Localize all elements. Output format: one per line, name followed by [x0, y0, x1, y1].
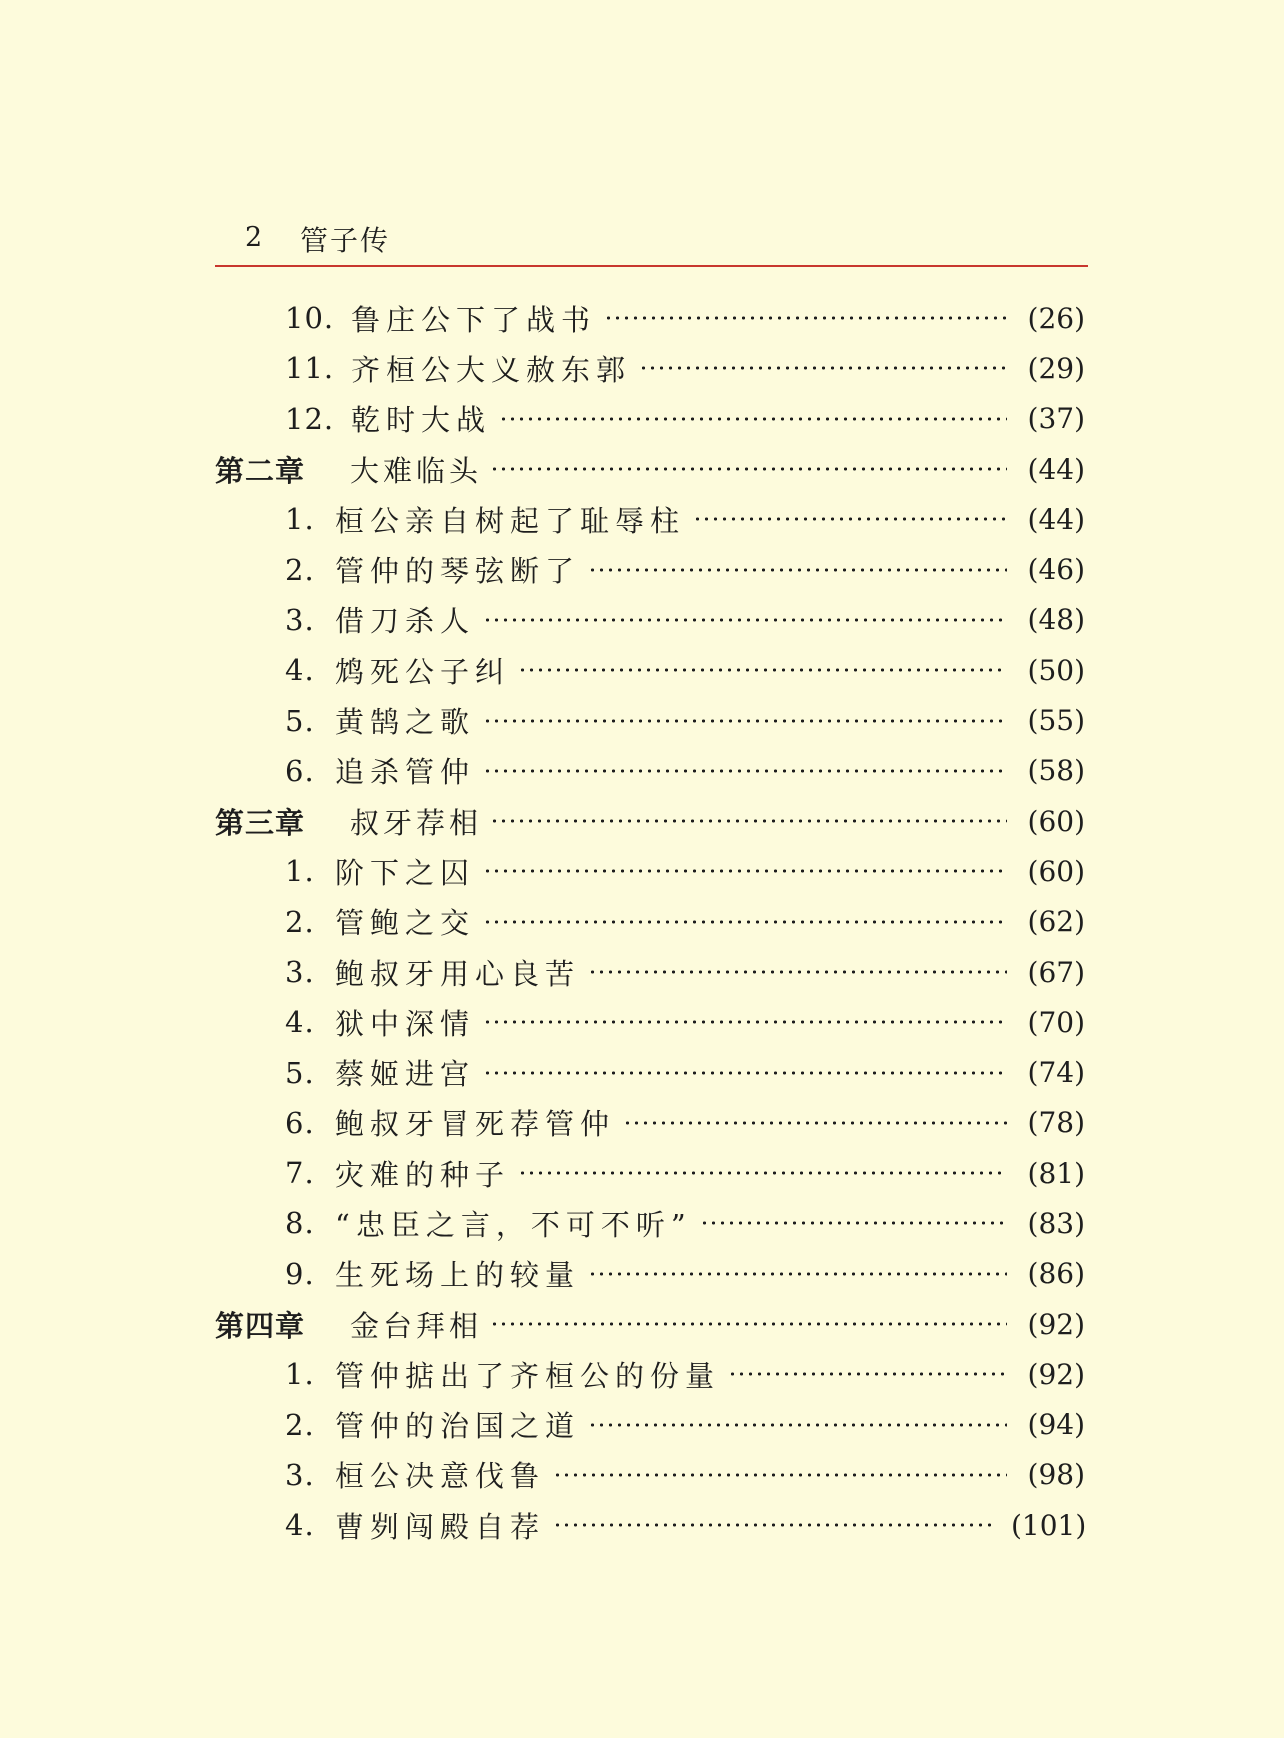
section-number: 10. [285, 301, 335, 336]
section-title: 管仲掂出了齐桓公的份量 [335, 1358, 721, 1393]
section-number: 1. [285, 502, 315, 537]
page-reference: (58) [1027, 754, 1085, 788]
page-reference: (67) [1027, 955, 1085, 989]
section-title: 乾时大战 [351, 403, 492, 438]
section-title: 鲍叔牙冒死荐管仲 [335, 1107, 616, 1142]
toc-section-entry [215, 1249, 1085, 1299]
running-header [215, 216, 1088, 257]
dot-leader [483, 869, 1007, 873]
dot-leader [588, 970, 1007, 974]
page-reference: (44) [1027, 502, 1085, 536]
page-reference: (83) [1027, 1206, 1085, 1240]
page-reference: (92) [1027, 1307, 1085, 1341]
section-number: 8. [285, 1206, 315, 1241]
toc-section-entry [215, 1098, 1085, 1148]
section-number: 3. [285, 602, 315, 637]
section-number: 2. [285, 904, 315, 939]
toc-section-entry [215, 746, 1085, 796]
dot-leader [553, 1523, 991, 1527]
page-reference: (44) [1027, 452, 1085, 486]
page-reference: (70) [1027, 1005, 1085, 1039]
toc-section-entry [215, 394, 1085, 444]
section-number: 6. [285, 753, 315, 788]
page-reference: (46) [1027, 553, 1085, 587]
page-reference: (74) [1027, 1056, 1085, 1090]
chapter-number: 第二章 [215, 453, 306, 488]
chapter-number: 第三章 [215, 805, 306, 840]
toc-chapter-entry [215, 444, 1085, 494]
section-number: 7. [285, 1156, 315, 1191]
section-number: 5. [285, 703, 315, 738]
toc-section-entry [215, 494, 1085, 544]
toc-chapter-entry [215, 796, 1085, 846]
toc-chapter-entry [215, 1299, 1085, 1349]
dot-leader [518, 668, 1007, 672]
toc-section-entry [215, 897, 1085, 947]
section-title: 桓公决意伐鲁 [335, 1459, 546, 1494]
section-number: 4. [285, 653, 315, 688]
section-number: 11. [285, 351, 335, 386]
book-title: 管子传 [300, 224, 391, 257]
page-reference: (78) [1027, 1106, 1085, 1140]
dot-leader [693, 517, 1007, 521]
toc-section-entry [215, 1047, 1085, 1097]
section-number: 5. [285, 1055, 315, 1090]
toc-section-entry [215, 343, 1085, 393]
section-title: 管仲的琴弦断了 [335, 554, 581, 589]
dot-leader [604, 316, 1007, 320]
page-reference: (26) [1027, 301, 1085, 335]
page-reference: (86) [1027, 1257, 1085, 1291]
dot-leader [499, 417, 1007, 421]
toc-section-entry [215, 947, 1085, 997]
page-reference: (101) [1011, 1508, 1087, 1542]
section-number: 12. [285, 401, 335, 436]
toc-section-entry [215, 595, 1085, 645]
dot-leader [700, 1221, 1007, 1225]
section-number: 2. [285, 552, 315, 587]
dot-leader [728, 1372, 1007, 1376]
section-number: 9. [285, 1256, 315, 1291]
dot-leader [483, 769, 1007, 773]
page-reference: (81) [1027, 1156, 1085, 1190]
section-title: 生死场上的较量 [335, 1258, 581, 1293]
dot-leader [483, 1020, 1007, 1024]
page-reference: (48) [1027, 603, 1085, 637]
section-title: 狱中深情 [335, 1006, 476, 1041]
dot-leader [483, 618, 1007, 622]
section-number: 1. [285, 854, 315, 889]
section-title: 齐桓公大义赦东郭 [351, 352, 632, 387]
section-title: 蔡姬进宫 [335, 1057, 476, 1092]
section-title: 管仲的治国之道 [335, 1409, 581, 1444]
toc-section-entry [215, 544, 1085, 594]
section-title: 追杀管仲 [335, 755, 476, 790]
chapter-title: 大难临头 [350, 453, 483, 488]
toc-section-entry [215, 695, 1085, 745]
page-reference: (55) [1027, 704, 1085, 738]
section-title: 管鲍之交 [335, 906, 476, 941]
section-title: 借刀杀人 [335, 604, 476, 639]
dot-leader [588, 568, 1007, 572]
page-reference: (94) [1027, 1408, 1085, 1442]
dot-leader [490, 819, 1007, 823]
section-title: “忠臣之言，不可不听” [335, 1207, 692, 1242]
toc-section-entry [215, 1198, 1085, 1248]
page-reference: (60) [1027, 804, 1085, 838]
dot-leader [483, 1071, 1007, 1075]
dot-leader [483, 920, 1007, 924]
dot-leader [483, 719, 1007, 723]
section-title: 阶下之囚 [335, 855, 476, 890]
toc-section-entry [215, 293, 1085, 343]
page-reference: (92) [1027, 1357, 1085, 1391]
section-number: 1. [285, 1357, 315, 1392]
section-title: 灾难的种子 [335, 1157, 511, 1192]
toc-section-entry [215, 1450, 1085, 1500]
page-reference: (60) [1027, 854, 1085, 888]
page-reference: (98) [1027, 1458, 1085, 1492]
section-title: 黄鹄之歌 [335, 705, 476, 740]
section-number: 3. [285, 1457, 315, 1492]
dot-leader [639, 366, 1007, 370]
page-reference: (29) [1027, 351, 1085, 385]
page-reference: (62) [1027, 905, 1085, 939]
header-rule [215, 265, 1088, 267]
toc-section-entry [215, 645, 1085, 695]
page-reference: (50) [1027, 653, 1085, 687]
dot-leader [623, 1121, 1007, 1125]
toc-section-entry [215, 997, 1085, 1047]
chapter-title: 金台拜相 [350, 1308, 483, 1343]
section-number: 6. [285, 1105, 315, 1140]
section-number: 4. [285, 1005, 315, 1040]
section-title: 鲁庄公下了战书 [351, 302, 597, 337]
page-number: 2 [245, 222, 263, 253]
section-title: 桓公亲自树起了耻辱柱 [335, 503, 686, 538]
toc-section-entry [215, 1148, 1085, 1198]
chapter-number: 第四章 [215, 1308, 306, 1343]
page-reference: (37) [1027, 402, 1085, 436]
chapter-title: 叔牙荐相 [350, 805, 483, 840]
toc-section-entry [215, 1500, 1085, 1550]
table-of-contents [215, 293, 1085, 1550]
toc-section-entry [215, 1400, 1085, 1450]
section-title: 曹刿闯殿自荐 [335, 1509, 546, 1544]
dot-leader [490, 467, 1007, 471]
dot-leader [553, 1473, 1007, 1477]
section-number: 2. [285, 1407, 315, 1442]
section-title: 鲍叔牙用心良苦 [335, 956, 581, 991]
section-title: 鸩死公子纠 [335, 654, 511, 689]
toc-section-entry [215, 846, 1085, 896]
dot-leader [588, 1423, 1007, 1427]
dot-leader [490, 1322, 1007, 1326]
section-number: 4. [285, 1508, 315, 1543]
dot-leader [588, 1272, 1007, 1276]
dot-leader [518, 1171, 1007, 1175]
section-number: 3. [285, 955, 315, 989]
toc-section-entry [215, 1349, 1085, 1399]
